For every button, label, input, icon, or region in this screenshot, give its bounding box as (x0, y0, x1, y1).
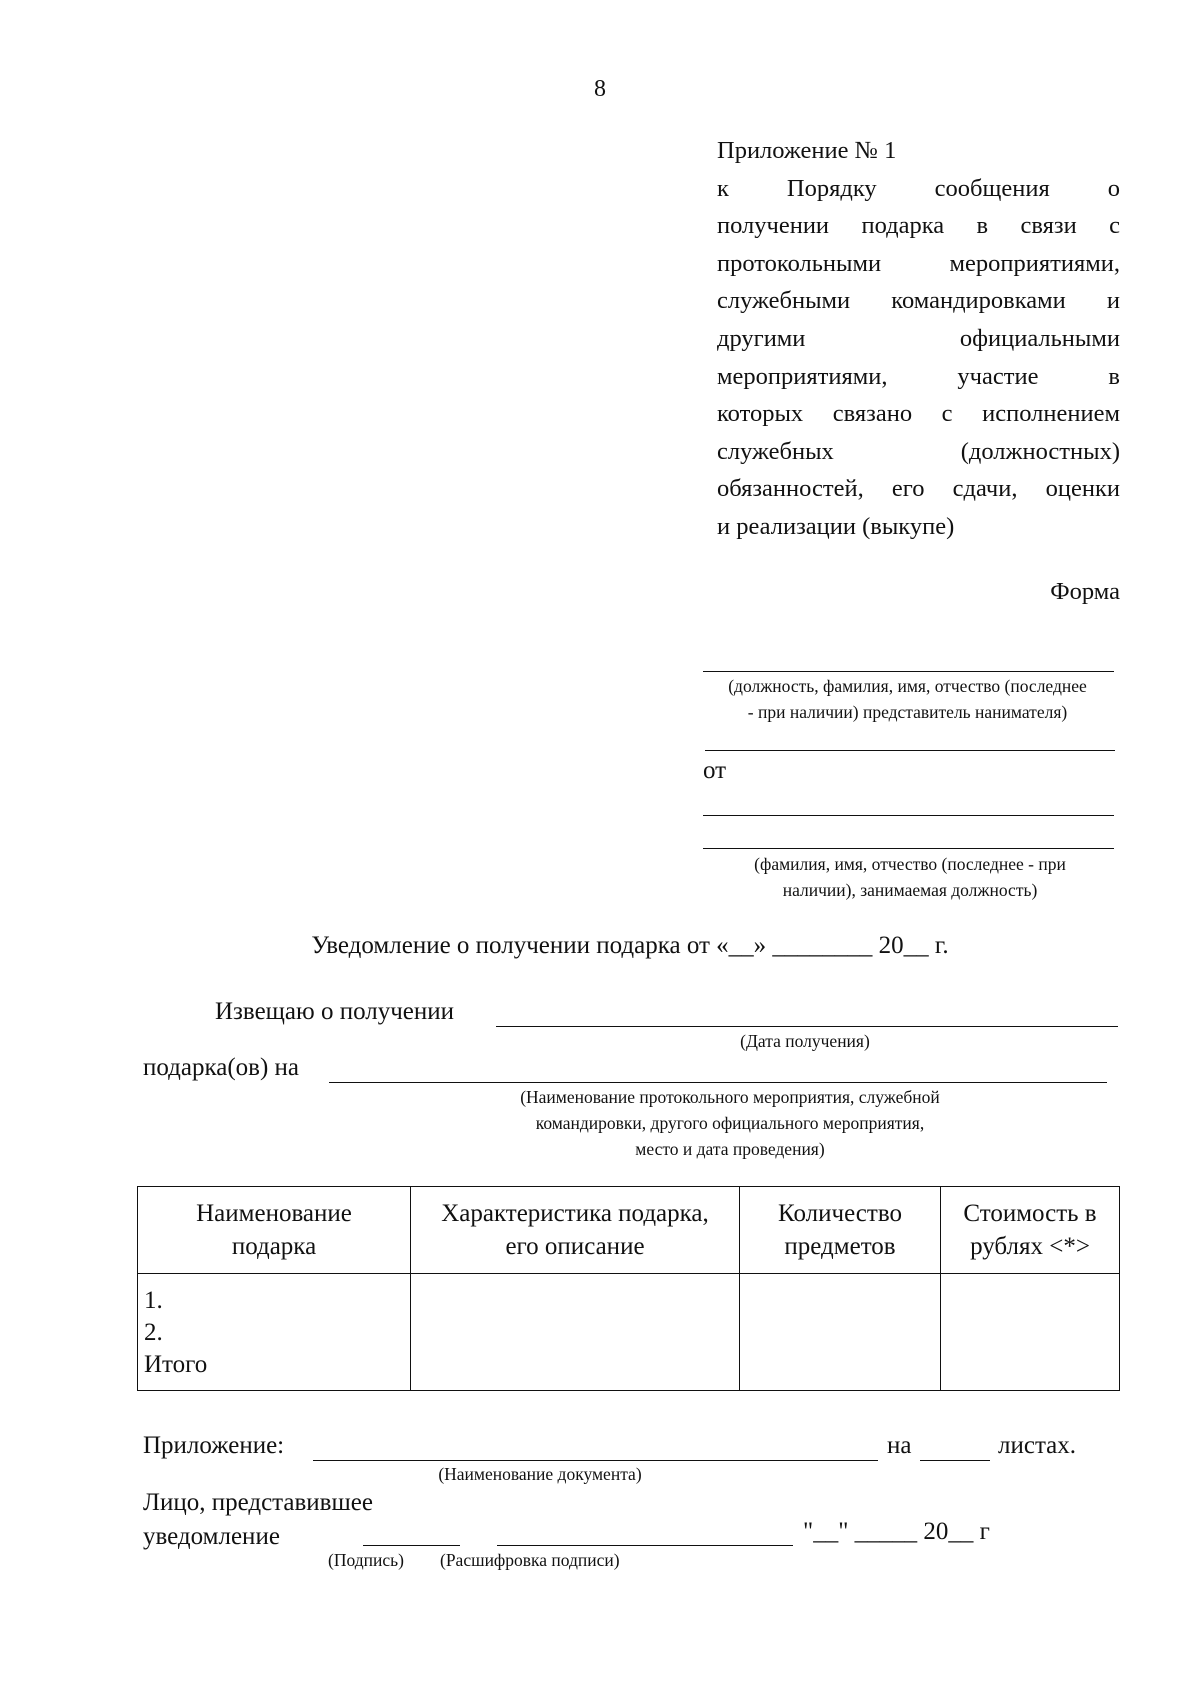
decryption-caption: (Расшифровка подписи) (440, 1550, 620, 1570)
gifts-table (137, 1186, 1120, 1391)
row-label: 2. (144, 1319, 163, 1346)
signature-field[interactable] (363, 1545, 460, 1546)
inform-label: Извещаю о получении (215, 998, 455, 1025)
appendix-line: служебными командировками и (717, 287, 1120, 315)
table-cell-cost[interactable] (941, 1274, 1120, 1391)
addressee-caption: (должность, фамилия, имя, отчество (последнее - при наличии) представитель нанимателя) (728, 676, 1087, 722)
submitter-label: Лицо, представившее уведомление (143, 1489, 373, 1550)
form-label: Форма (1050, 578, 1120, 605)
addressee-field-2[interactable] (705, 750, 1115, 751)
event-caption: (Наименование протокольного мероприятия, служебной командировки, другого официального мероприятия, место и дата проведения) (520, 1087, 940, 1159)
appendix-line: другими официальными (717, 324, 1120, 352)
doc-caption: (Наименование документа) (438, 1464, 642, 1484)
submission-date: "__" _____ 20__ г (803, 1518, 990, 1545)
header-gift-name: Наименование подарка (138, 1187, 411, 1274)
from-label: от (703, 757, 727, 784)
attachment-on-label: на (887, 1432, 912, 1459)
event-field[interactable] (329, 1082, 1107, 1083)
table-row (138, 1274, 1120, 1391)
row-label: 1. (144, 1287, 163, 1314)
appendix-line: обязанностей, его сдачи, оценки (717, 475, 1120, 503)
notice-title: Уведомление о получении подарка от «__» ________ 20__ г. (311, 932, 949, 959)
addressee-field[interactable] (703, 671, 1114, 672)
table-cell-quantity[interactable] (740, 1274, 941, 1391)
attachment-label: Приложение: (143, 1432, 285, 1459)
table-header-row (138, 1187, 1120, 1274)
appendix-line: мероприятиями, участие в (717, 362, 1120, 390)
table-cell-name[interactable] (138, 1274, 411, 1391)
sender-field-1[interactable] (703, 815, 1114, 816)
appendix-line: к Порядку сообщения о (717, 174, 1120, 202)
receipt-date-field[interactable] (496, 1026, 1118, 1027)
sheets-label: листах. (998, 1432, 1077, 1459)
page-number: 8 (594, 76, 606, 102)
header-cost: Стоимость в рублях <*> (941, 1187, 1120, 1274)
row-label: Итого (144, 1351, 208, 1378)
appendix-line: которых связано с исполнением (717, 400, 1120, 428)
gift-on-label: подарка(ов) на (143, 1054, 300, 1081)
appendix-line: и реализации (выкупе) (717, 512, 955, 540)
appendix-line: протокольными мероприятиями, (717, 249, 1120, 277)
header-quantity: Количество предметов (740, 1187, 941, 1274)
appendix-line: служебных (должностных) (717, 437, 1120, 465)
sender-field-2[interactable] (703, 848, 1114, 849)
appendix-line: получении подарка в связи с (717, 212, 1120, 240)
appendix-line: Приложение № 1 (717, 137, 897, 164)
sender-caption: (фамилия, имя, отчество (последнее - при наличии), занимаемая должность) (754, 854, 1066, 900)
table-cell-description[interactable] (411, 1274, 740, 1391)
sheets-count-field[interactable] (920, 1460, 990, 1461)
signature-caption: (Подпись) (328, 1550, 404, 1570)
appendix-block (717, 132, 1120, 546)
signature-decryption-field[interactable] (497, 1545, 793, 1546)
header-gift-description: Характеристика подарка, его описание (411, 1187, 740, 1274)
date-caption: (Дата получения) (740, 1031, 870, 1051)
